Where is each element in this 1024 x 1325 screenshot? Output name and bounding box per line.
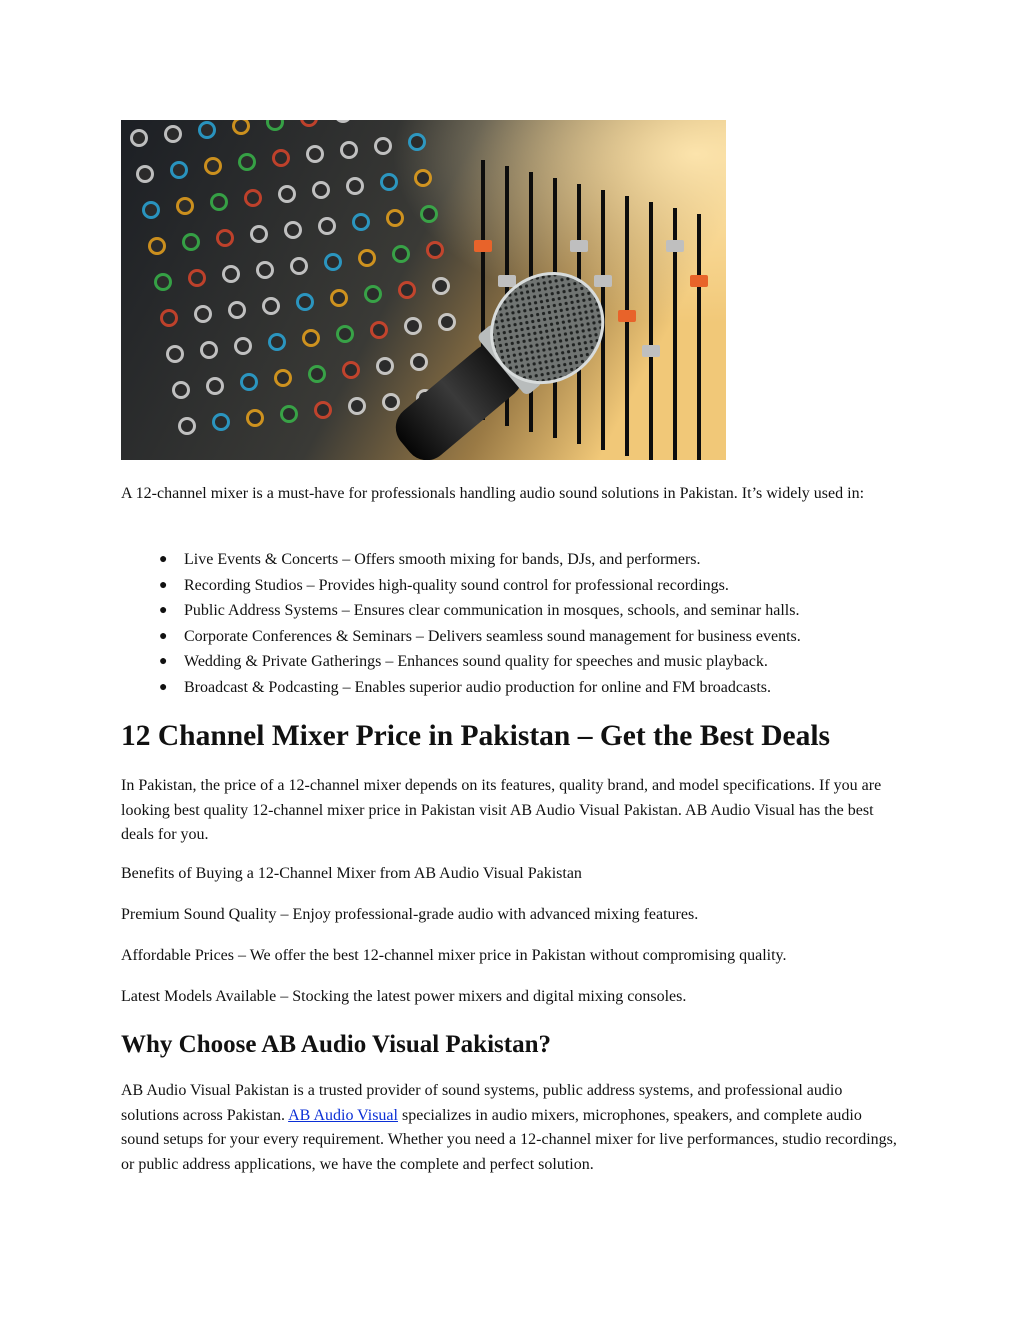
bullet-icon: ● bbox=[159, 552, 168, 567]
list-item: ● Live Events & Concerts – Offers smooth mixing for bands, DJs, and performers. bbox=[121, 547, 911, 573]
list-item: ● Corporate Conferences & Seminars – Delivers seamless sound management for business events. bbox=[121, 624, 911, 650]
why-section-heading: Why Choose AB Audio Visual Pakistan? bbox=[121, 1031, 551, 1058]
bullet-icon: ● bbox=[159, 654, 168, 670]
bullet-icon: ● bbox=[159, 577, 168, 593]
benefits-title: Benefits of Buying a 12-Channel Mixer from AB Audio Visual Pakistan bbox=[121, 865, 582, 882]
benefit-item: Affordable Prices – We offer the best 12-channel mixer price in Pakistan without compromising quality. bbox=[121, 947, 787, 964]
list-item: ● Recording Studios – Provides high-quality sound control for professional recordings. bbox=[121, 573, 911, 599]
benefit-item: Premium Sound Quality – Enjoy professional-grade audio with advanced mixing features. bbox=[121, 906, 699, 923]
why-paragraph: AB Audio Visual Pakistan is a trusted provider of sound systems, public address systems, and professional audio solutions across Pakistan. AB Audio Visual specializes in audio mixers, microphones, speakers, and complete audio sound setups for your every requirement. Whether you need a 12-channel mixer for live performances, studio recordings, or public address applications, we have the complete and perfect solution. bbox=[121, 1082, 897, 1173]
uses-list bbox=[121, 547, 911, 701]
price-paragraph: In Pakistan, the price of a 12-channel mixer depends on its features, quality brand, and model specifications. If you are looking best quality 12-channel mixer price in Pakistan visit AB Audio Visual Pakistan. AB Audio Visual has the best deals for you. bbox=[121, 777, 882, 843]
bullet-icon: ● bbox=[159, 679, 168, 695]
list-item: ● Public Address Systems – Ensures clear communication in mosques, schools, and seminar halls. bbox=[121, 598, 911, 624]
intro-paragraph: A 12-channel mixer is a must-have for professionals handling audio sound solutions in Pakistan. It’s widely used in: bbox=[121, 485, 865, 502]
benefit-item: Latest Models Available – Stocking the latest power mixers and digital mixing consoles. bbox=[121, 988, 687, 1005]
bullet-icon: ● bbox=[159, 603, 168, 619]
mixer-microphone-image bbox=[121, 120, 726, 460]
ab-audio-visual-link[interactable]: AB Audio Visual bbox=[288, 1106, 398, 1124]
price-section-heading: 12 Channel Mixer Price in Pakistan – Get the Best Deals bbox=[121, 720, 831, 752]
mixer-microphone-photo bbox=[121, 120, 726, 460]
list-item: ● Broadcast & Podcasting – Enables superior audio production for online and FM broadcasts. bbox=[121, 675, 911, 701]
list-item: ● Wedding & Private Gatherings – Enhances sound quality for speeches and music playback. bbox=[121, 649, 911, 675]
bullet-icon: ● bbox=[159, 628, 168, 644]
